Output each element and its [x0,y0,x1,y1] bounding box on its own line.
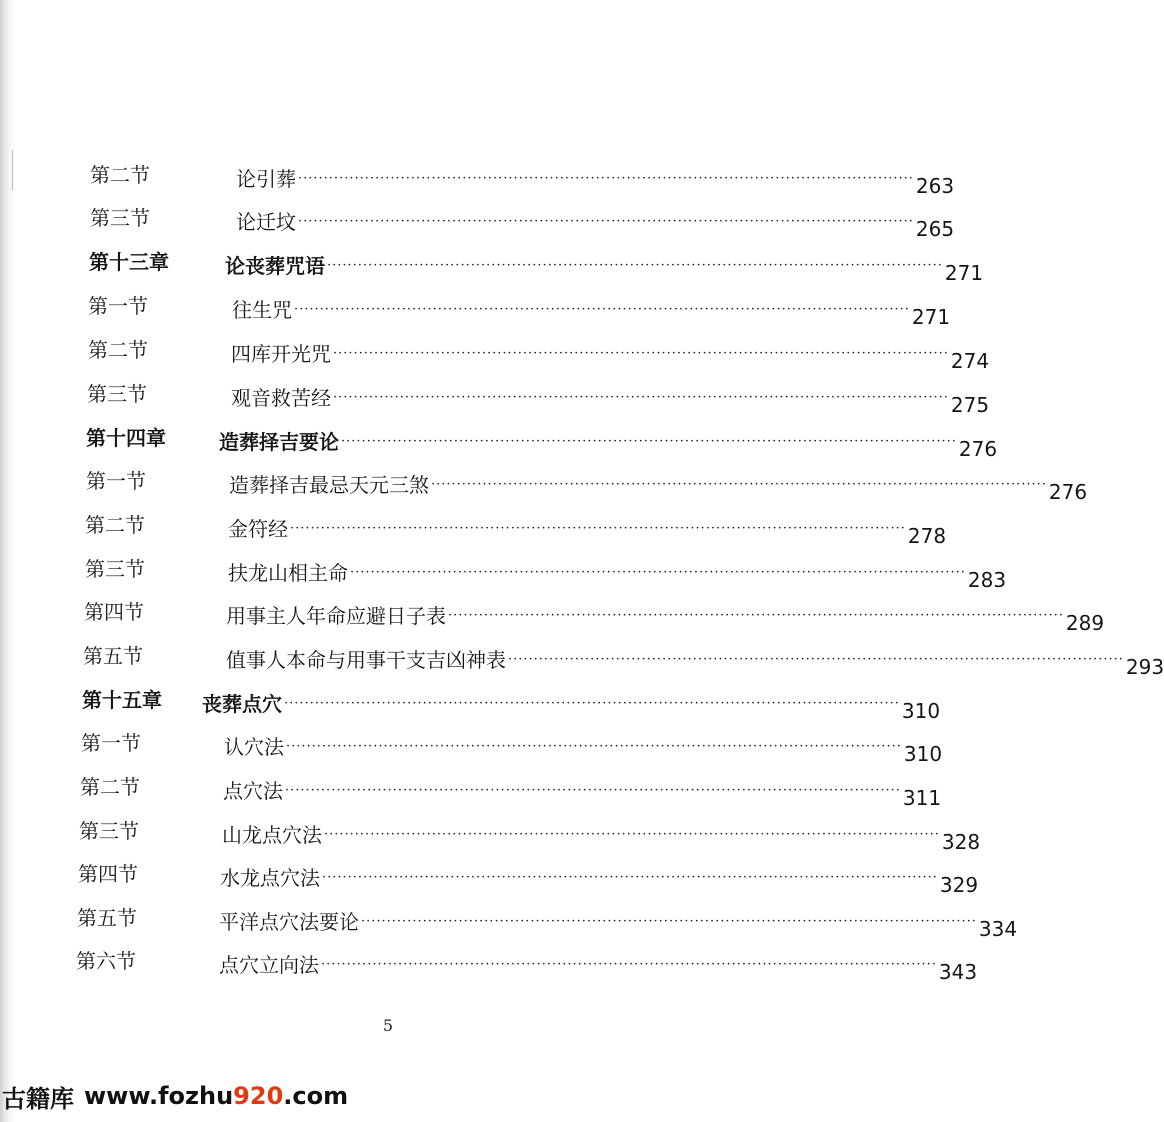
toc-entry-line [225,249,984,285]
toc-entry-page: 310 [903,742,943,766]
toc-entry-page: 283 [967,568,1007,592]
toc-entry [77,905,1018,941]
toc-entry-page: 310 [901,699,941,723]
toc-entry [90,205,955,241]
toc-entry-page: 276 [1048,480,1088,504]
toc-entry-number: 第十四章 [86,426,166,450]
toc-entry-line [226,643,1164,679]
toc-entry-page: 289 [1065,611,1105,635]
toc-entry-title: 论迁坟 [236,210,296,234]
toc-leader-dots: ························································································································ [448,608,1064,623]
toc-leader-dots: ························································································································ [322,870,938,885]
toc-entry-line [229,468,1088,504]
toc-entry-line [228,556,1007,592]
toc-leader-dots: ························································································································ [350,565,966,580]
toc-entry-page: 274 [950,349,990,373]
toc-entry-line [226,599,1105,635]
watermark-url [84,1082,348,1110]
toc-entry-number: 第五节 [83,644,143,668]
toc-entry [83,643,1164,679]
toc-leader-dots: ························································································································ [431,477,1047,492]
toc-leader-dots: ························································································································ [327,258,943,273]
toc-entry-line [219,905,1018,941]
toc-entry-line [202,687,941,723]
toc-entry [76,948,978,984]
toc-leader-dots: ························································································································ [285,783,901,798]
toc-entry-title: 水龙点穴法 [220,866,320,890]
toc-leader-dots: ························································································································ [341,434,957,449]
toc-entry-number: 第一节 [88,294,148,318]
toc-leader-dots: ························································································································ [321,957,937,972]
toc-entry-title: 点穴立向法 [219,953,319,977]
toc-entry-title: 造葬择吉最忌天元三煞 [229,473,429,497]
toc-entry-title: 认穴法 [224,735,284,759]
toc-entry-line [228,512,947,548]
toc-entry-line [231,337,990,373]
toc-entry-line [231,381,990,417]
toc-entry-page: 278 [907,524,947,548]
toc-entry-line [219,425,998,461]
toc-entry-number: 第一节 [86,469,146,493]
toc-entry-title: 论丧葬咒语 [225,254,325,278]
toc-entry-number: 第五节 [77,906,137,930]
toc-entry-title: 山龙点穴法 [222,823,322,847]
toc-entry-line [220,861,979,897]
toc-entry-number: 第二节 [90,163,150,187]
toc-entry-line [236,162,955,198]
toc-entry [79,818,981,854]
toc-entry [81,730,943,766]
toc-entry-title: 往生咒 [232,298,292,322]
toc-leader-dots: ························································································································ [324,827,940,842]
toc-entry-number: 第三节 [79,819,139,843]
toc-entry-title: 平洋点穴法要论 [219,910,359,934]
toc-entry-title: 扶龙山相主命 [228,561,348,585]
toc-entry [88,337,990,373]
toc-leader-dots: ························································································································ [508,652,1124,667]
toc-leader-dots: ························································································································ [284,696,900,711]
toc-entry [85,512,947,548]
toc-entry-number: 第六节 [76,949,136,973]
toc-leader-dots: ························································································································ [298,171,914,186]
toc-leader-dots: ························································································································ [286,739,902,754]
toc-entry [88,293,951,329]
toc-leader-dots: ························································································································ [294,302,910,317]
toc-entry-page: 329 [939,873,979,897]
toc-entry-title: 丧葬点穴 [202,692,282,716]
watermark [2,1078,348,1114]
toc-entry-number: 第十五章 [82,688,162,712]
toc-chapter-entry [82,687,941,723]
toc-entry [90,162,955,198]
toc-entry [84,599,1105,635]
toc-leader-dots: ························································································································ [333,390,949,405]
watermark-site-name: 古籍库 [2,1084,74,1113]
toc-entry-page: 311 [902,786,942,810]
toc-entry-number: 第二节 [85,513,145,537]
toc-entry-number: 第二节 [88,338,148,362]
toc-entry-page: 343 [938,960,978,984]
toc-entry-page: 328 [941,830,981,854]
page-number: 5 [382,1016,394,1035]
toc-chapter-entry [89,249,984,285]
toc-entry-number: 第二节 [80,775,140,799]
toc-leader-dots: ························································································································ [361,914,977,929]
watermark-url-prefix: www.fozhu [84,1082,234,1110]
toc-entry-title: 观音救苦经 [231,386,331,410]
toc-entry-number: 第四节 [78,862,138,886]
toc-entry [78,861,979,897]
toc-entry-page: 265 [915,217,955,241]
toc-entry-page: 271 [944,261,984,285]
toc-chapter-entry [86,425,998,461]
toc-entry-title: 值事人本命与用事干支吉凶神表 [226,648,506,672]
toc-leader-dots: ························································································································ [333,346,949,361]
toc-entry-title: 四库开光咒 [231,342,331,366]
toc-entry-page: 275 [950,393,990,417]
watermark-url-highlight: 920 [233,1082,284,1110]
toc-entry-line [222,818,981,854]
toc-entry-title: 用事主人年命应避日子表 [226,604,446,628]
toc-entry-number: 第一节 [81,731,141,755]
toc-entry-page: 293 [1125,655,1164,679]
watermark-url-suffix: .com [283,1082,349,1110]
toc-entry-page: 334 [978,917,1018,941]
toc-entry-title: 金符经 [228,517,288,541]
toc-leader-dots: ························································································································ [298,214,914,229]
toc-entry [85,556,1007,592]
toc-leader-dots: ························································································································ [290,521,906,536]
toc-entry-line [236,205,955,241]
toc-entry [87,381,990,417]
toc-entry-number: 第三节 [90,206,150,230]
toc-entry-page: 263 [915,174,955,198]
toc-entry-title: 论引葬 [236,167,296,191]
toc-entry-line [223,774,942,810]
toc-entry-title: 造葬择吉要论 [219,430,339,454]
toc-entry-line [219,948,978,984]
toc-entry-line [232,293,951,329]
toc-entry-number: 第三节 [85,557,145,581]
toc-entry [80,774,942,810]
toc-entry-number: 第三节 [87,382,147,406]
toc-entry-page: 271 [911,305,951,329]
toc-entry-page: 276 [958,437,998,461]
toc-entry-line [224,730,943,766]
toc-entry-number: 第十三章 [89,250,169,274]
toc-entry-title: 点穴法 [223,779,283,803]
toc-entry [86,468,1088,504]
toc-entry-number: 第四节 [84,600,144,624]
